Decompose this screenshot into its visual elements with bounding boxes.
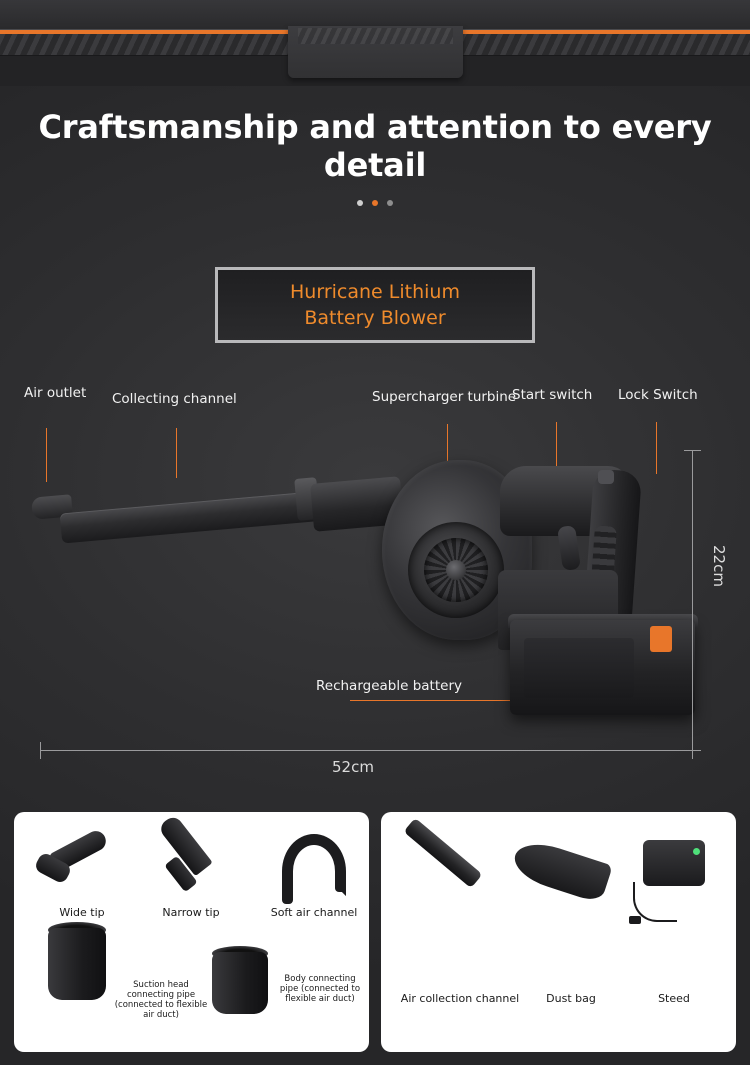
dimension-line-height — [692, 450, 693, 750]
caption-steed: Steed — [658, 992, 690, 1005]
dimension-length-label: 52cm — [332, 758, 374, 776]
turbine-hub — [446, 560, 466, 580]
callout-collecting-channel: Collecting channel — [112, 391, 237, 407]
accessories-section — [14, 812, 736, 1052]
caption-soft-air-channel: Soft air channel — [270, 906, 358, 919]
callout-lock-switch: Lock Switch — [618, 387, 698, 403]
dimension-tick-left — [40, 742, 41, 759]
carousel-dot-3[interactable] — [387, 200, 393, 206]
battery-release-clip — [650, 626, 672, 652]
top-tab — [288, 26, 463, 78]
callout-rechargeable-battery: Rechargeable battery — [316, 678, 462, 694]
product-name-plate — [215, 267, 535, 343]
dust-bag-icon — [509, 836, 613, 904]
caption-dust-bag: Dust bag — [546, 992, 596, 1005]
callout-supercharger-turbine: Supercharger turbine — [372, 389, 517, 405]
product-illustration — [0, 430, 750, 750]
blower-tube — [60, 490, 332, 543]
callout-start-switch: Start switch — [512, 387, 593, 403]
air-collection-channel-icon — [404, 818, 483, 888]
accessories-panel-right — [381, 812, 736, 1052]
dimension-height-label: 22cm — [710, 545, 728, 587]
soft-air-channel-leg-left — [282, 878, 293, 904]
charger-plug-icon — [629, 916, 641, 924]
carousel-dot-1[interactable] — [357, 200, 363, 206]
suction-head-pipe-icon — [48, 928, 106, 1000]
dimension-tick-top — [684, 450, 701, 451]
soft-air-channel-leg-right — [335, 878, 346, 892]
product-name-line-2: Battery Blower — [304, 307, 446, 329]
charger-led-icon — [693, 848, 700, 855]
accessories-panel-left — [14, 812, 369, 1052]
page-title: Craftsmanship and attention to every detail — [38, 108, 712, 184]
caption-suction-head-pipe: Suction head connecting pipe (connected to flexible air duct) — [114, 980, 208, 1020]
caption-air-collection-channel: Air collection channel — [400, 992, 520, 1005]
dimension-tick-right — [692, 742, 693, 759]
top-tab-hatch — [298, 28, 453, 44]
body-pipe-icon — [212, 952, 268, 1014]
carousel-dot-2[interactable] — [372, 200, 378, 206]
caption-wide-tip: Wide tip — [59, 906, 105, 919]
caption-narrow-tip: Narrow tip — [162, 906, 220, 919]
top-decorative-strip — [0, 0, 750, 86]
callout-air-outlet: Air outlet — [24, 385, 87, 401]
charger-icon — [643, 840, 705, 886]
carousel-dots[interactable] — [0, 200, 750, 206]
battery-label-face — [524, 638, 634, 698]
product-name-line-1: Hurricane Lithium — [290, 281, 460, 303]
dimension-line-length — [40, 750, 692, 751]
caption-body-pipe: Body connecting pipe (connected to flexible air duct) — [279, 974, 361, 1004]
lock-switch-button — [598, 470, 614, 484]
